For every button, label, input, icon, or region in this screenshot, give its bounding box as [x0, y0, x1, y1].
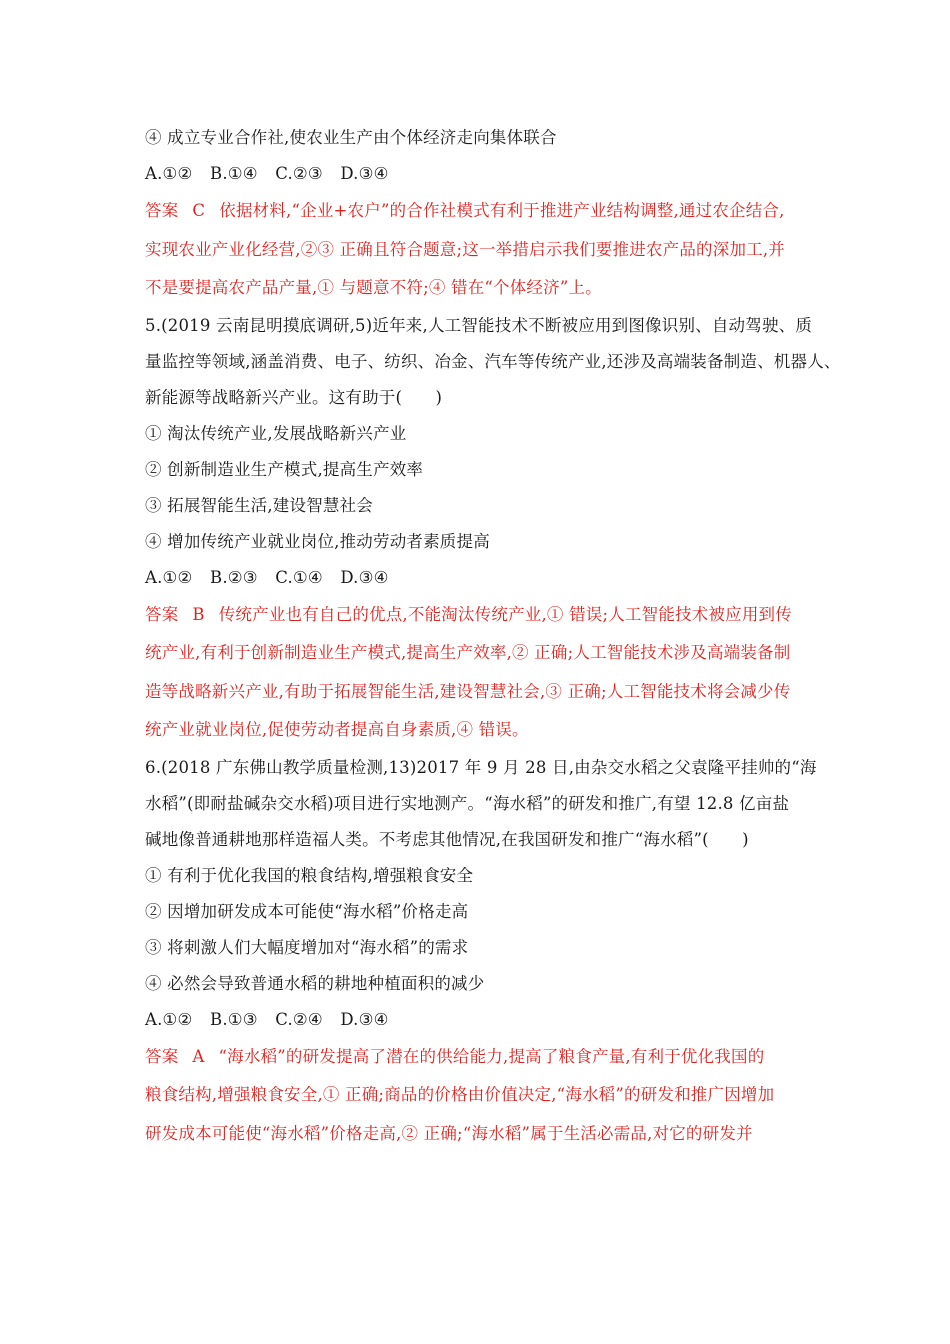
- q4-choice-d: D.③④: [340, 164, 389, 183]
- q5-answer-line-4: 统产业就业岗位,促使劳动者提高自身素质,④ 错误。: [145, 720, 529, 739]
- answer-text: “海水稻”的研发提高了潜在的供给能力,提高了粮食产量,有利于优化我国的: [218, 1046, 765, 1066]
- q6-stem-line-3: 碱地像普通耕地那样造福人类。不考虑其他情况,在我国研发和推广“海水稻”( ): [145, 829, 749, 849]
- q5-stem-line-2: 量监控等领域,涵盖消费、电子、纺织、冶金、汽车等传统产业,还涉及高端装备制造、机器人、: [145, 351, 841, 371]
- answer-key: A: [192, 1046, 205, 1066]
- q6-stem-line-1: 6.(2018 广东佛山教学质量检测,13)2017 年 9 月 28 日,由杂交水稻之父袁隆平挂帅的“海: [145, 757, 817, 777]
- q4-option-4: ④ 成立专业合作社,使农业生产由个体经济走向集体联合: [145, 128, 557, 147]
- q5-option-2: ② 创新制造业生产模式,提高生产效率: [145, 459, 424, 479]
- q6-choice-d: D.③④: [340, 1009, 389, 1029]
- answer-text: 依据材料,“企业+农户”的合作社模式有利于推进产业结构调整,通过农企结合,: [219, 201, 785, 220]
- q5-stem-line-3: 新能源等战略新兴产业。这有助于( ): [145, 387, 443, 407]
- q5-answer: [145, 596, 825, 750]
- q5-answer-line-1: [145, 596, 825, 635]
- q6-option-1: ① 有利于优化我国的粮食结构,增强粮食安全: [145, 865, 474, 885]
- answer-label: 答案: [145, 201, 179, 220]
- q6-answer-line-1: [145, 1038, 825, 1077]
- answer-text: 传统产业也有自己的优点,不能淘汰传统产业,① 错误;人工智能技术被应用到传: [218, 604, 792, 624]
- q5-choice-c: C.①④: [275, 567, 323, 587]
- q5-option-3: ③ 拓展智能生活,建设智慧社会: [145, 495, 373, 515]
- q6-answer-line-2: 粮食结构,增强粮食安全,① 正确;商品的价格由价值决定,“海水稻”的研发和推广因增加: [145, 1085, 775, 1104]
- q4-answer-line-3: 不是要提高农产品产量,① 与题意不符;④ 错在“个体经济”上。: [145, 278, 602, 297]
- q6-option-4: ④ 必然会导致普通水稻的耕地种植面积的减少: [145, 973, 485, 993]
- q5-stem-line-1: 5.(2019 云南昆明摸底调研,5)近年来,人工智能技术不断被应用到图像识别、自动驾驶、质: [145, 315, 813, 335]
- answer-label: 答案: [145, 1046, 179, 1066]
- q4-choice-b: B.①④: [210, 164, 258, 183]
- q6-choice-a: A.①②: [145, 1009, 193, 1029]
- q5-choices: [145, 560, 825, 596]
- q5-option-4: ④ 增加传统产业就业岗位,推动劳动者素质提高: [145, 531, 490, 551]
- q6-choices: [145, 1002, 825, 1038]
- q6-option-2: ② 因增加研发成本可能使“海水稻”价格走高: [145, 901, 469, 921]
- q5-choice-a: A.①②: [145, 567, 193, 587]
- document-page: [145, 120, 841, 1153]
- q5-option-1: ① 淘汰传统产业,发展战略新兴产业: [145, 423, 407, 443]
- q4-choice-c: C.②③: [275, 164, 323, 183]
- q6-answer-line-3: 研发成本可能使“海水稻”价格走高,② 正确;“海水稻”属于生活必需品,对它的研发并: [145, 1123, 753, 1143]
- q4-answer: [145, 192, 825, 308]
- q6-stem-line-2: 水稻”(即耐盐碱杂交水稻)项目进行实地测产。“海水稻”的研发和推广,有望 12.8 亿亩盐: [145, 793, 790, 813]
- q6-answer: [145, 1038, 825, 1154]
- q5-choice-d: D.③④: [340, 567, 389, 587]
- answer-key: C: [192, 201, 206, 220]
- q4-answer-line-2: 实现农业产业化经营,②③ 正确且符合题意;这一举措启示我们要推进农产品的深加工,并: [145, 239, 785, 259]
- q6-choice-c: C.②④: [275, 1009, 323, 1029]
- q5-answer-line-3: 造等战略新兴产业,有助于拓展智能生活,建设智慧社会,③ 正确;人工智能技术将会减少传: [145, 681, 791, 701]
- q5-choice-b: B.②③: [210, 567, 258, 587]
- q6-choice-b: B.①③: [210, 1009, 258, 1029]
- answer-key: B: [192, 604, 205, 624]
- q4-choice-a: A.①②: [145, 164, 193, 183]
- q4-answer-line-1: [145, 192, 825, 231]
- q6-option-3: ③ 将刺激人们大幅度增加对“海水稻”的需求: [145, 937, 469, 957]
- q4-choices: [145, 156, 825, 192]
- q5-answer-line-2: 统产业,有利于创新制造业生产模式,提高生产效率,② 正确;人工智能技术涉及高端装备制: [145, 643, 791, 662]
- answer-label: 答案: [145, 604, 179, 624]
